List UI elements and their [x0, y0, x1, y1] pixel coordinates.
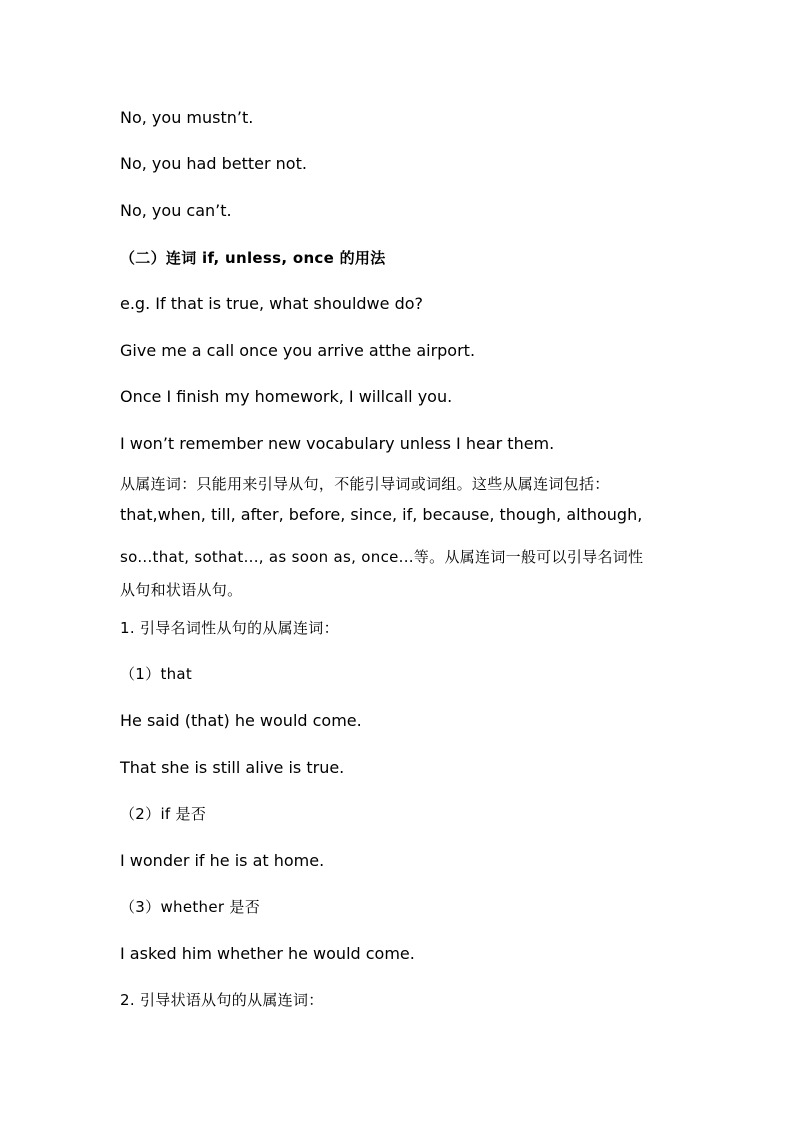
subheading: （3）whether 是否 — [120, 898, 260, 916]
text-line: Once I finish my homework, I willcall you. — [120, 387, 453, 406]
subheading: 2. 引导状语从句的从属连词： — [120, 991, 324, 1009]
subheading: 1. 引导名词性从句的从属连词： — [120, 619, 339, 637]
text-line: 从句和状语从句。 — [120, 581, 243, 599]
text-line: I won’t remember new vocabulary unless I hear them. — [120, 434, 555, 453]
text-line: No, you can’t. — [120, 201, 232, 220]
text-line: That she is still alive is true. — [120, 758, 345, 777]
text-line: No, you had better not. — [120, 154, 307, 173]
text-line: that,when, till, after, before, since, if, because, though, although, — [120, 505, 643, 524]
text-line: He said (that) he would come. — [120, 711, 362, 730]
text-line: I wonder if he is at home. — [120, 851, 325, 870]
subheading: （1）that — [120, 665, 193, 683]
text-line: so...that, sothat..., as soon as, once...等。从属连词一般可以引导名词性 — [120, 548, 644, 566]
text-line: I asked him whether he would come. — [120, 944, 415, 963]
text-line: No, you mustn’t. — [120, 108, 254, 127]
text-line: 从属连词：只能用来引导从句，不能引导词或词组。这些从属连词包括： — [120, 475, 610, 493]
text-line: e.g. If that is true, what shouldwe do? — [120, 294, 423, 313]
text-line: Give me a call once you arrive atthe airport. — [120, 341, 476, 360]
subheading: （2）if 是否 — [120, 805, 207, 823]
section-heading: （二）连词 if, unless, once 的用法 — [120, 249, 386, 267]
